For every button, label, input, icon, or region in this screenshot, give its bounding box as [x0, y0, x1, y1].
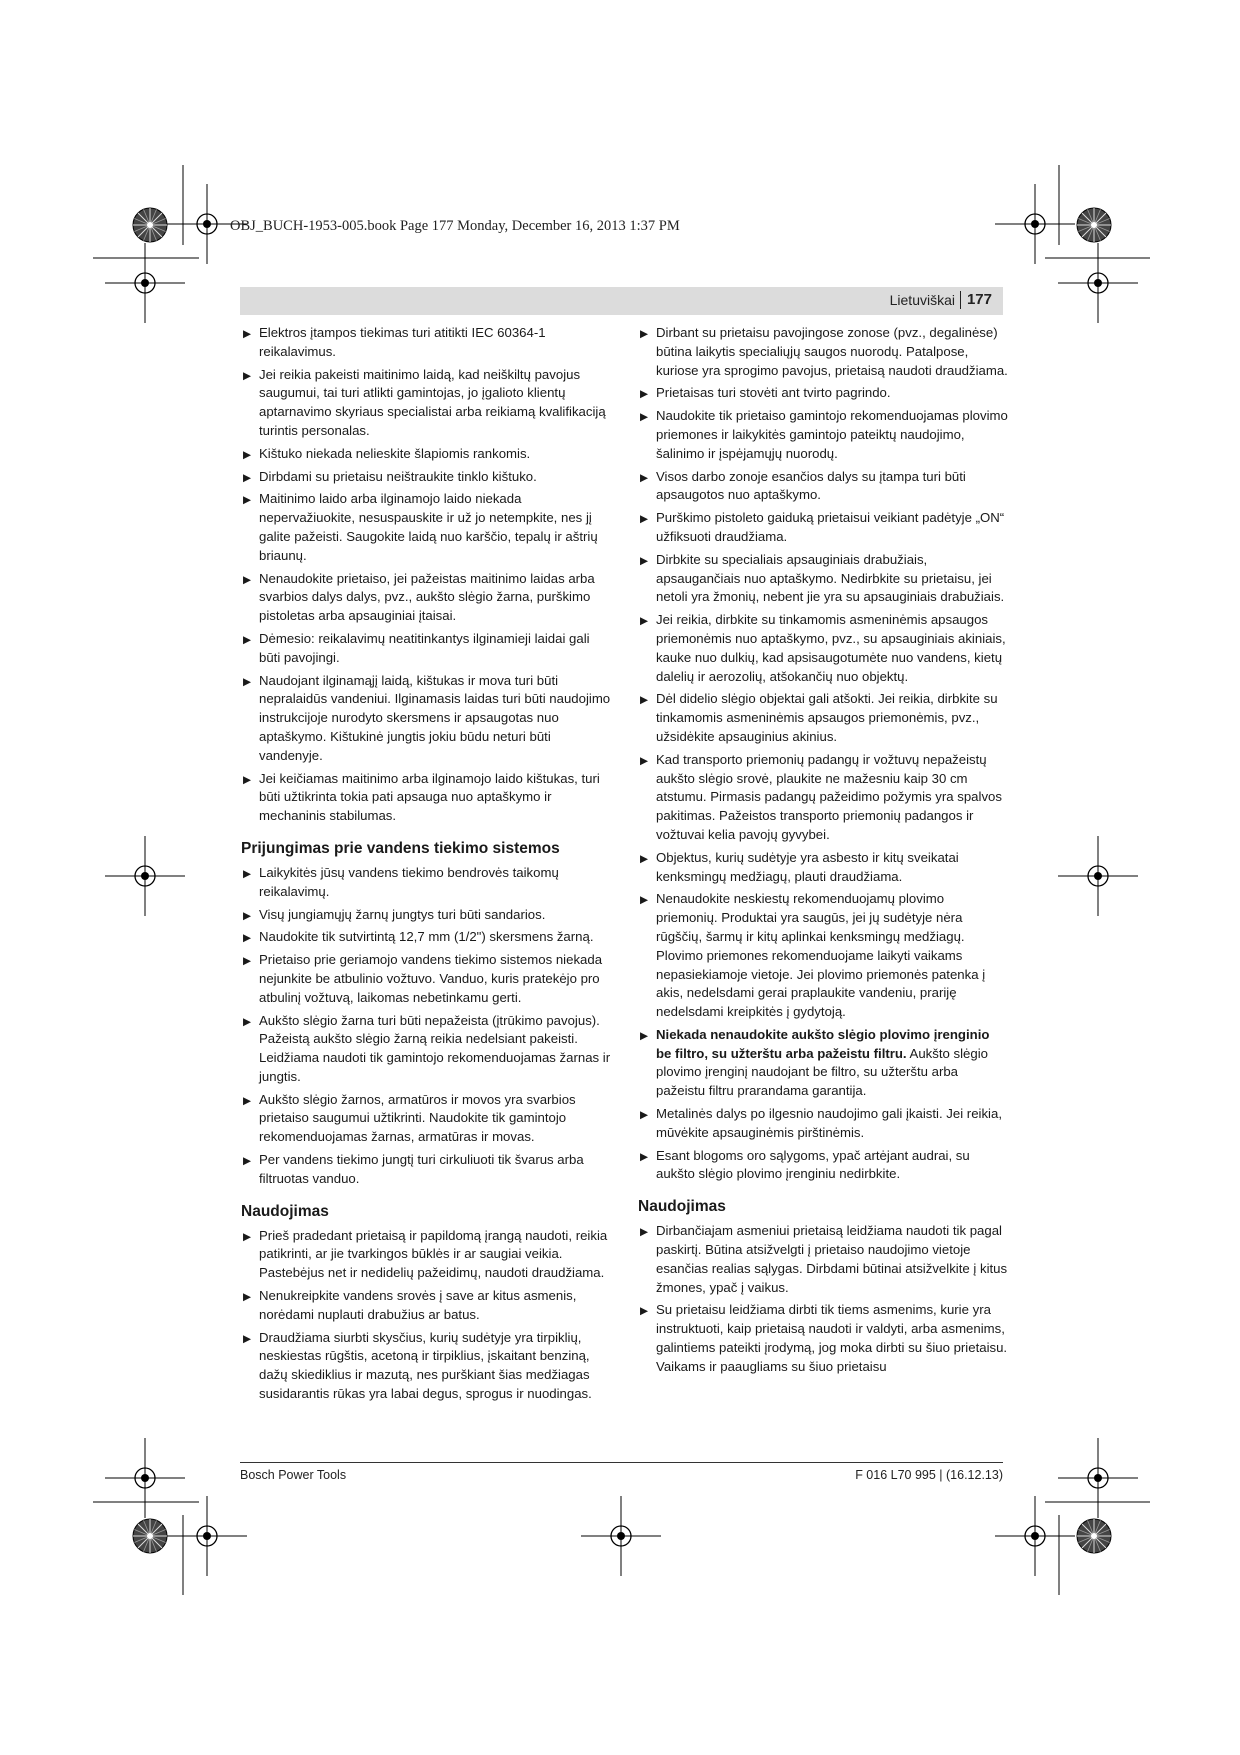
- list-item: ▶ Dirbkite su specialiais apsauginiais drabužiais, apsaugančiais nuo aptaškymo. Nedirbkite su prietaisu, jei netoli yra žmonių, nebent jie yra su apsauginiais drabužiais.: [638, 551, 1008, 607]
- page-header: [240, 287, 1003, 315]
- bullet-list: [638, 324, 1008, 1184]
- list-item: ▶ Dirbančiajam asmeniui prietaisą leidžiama naudoti tik pagal paskirtį. Būtina atsižvelgti į prietaiso naudojimo vietoje esančias realias sąlygas. Dirbdami būtinai atsižvelkite į kitus žmones, ypač į vaikus.: [638, 1222, 1008, 1297]
- list-item: ▶ Naudokite tik prietaiso gamintojo rekomenduojamas plovimo priemones ir laikykitės gamintojo pateiktų naudojimo, šalinimo ir įspėjamųjų nuorodų.: [638, 407, 1008, 463]
- list-item: ▶ Naudojant ilginamąjį laidą, kištukas ir mova turi būti nepralaidūs vandeniui. Ilginamasis laidas turi būti naudojimo instrukcijoje nurodyto skersmens ir apsaugotas nuo aptaškymo. Kištukinė jungtis jokiu būdu neturi būti vandenyje.: [241, 672, 611, 766]
- list-item: ▶ Esant blogoms oro sąlygoms, ypač artėjant audrai, su aukšto slėgio plovimo įrenginiu nedirbkite.: [638, 1147, 1008, 1185]
- list-item: ▶ Laikykitės jūsų vandens tiekimo bendrovės taikomų reikalavimų.: [241, 864, 611, 902]
- list-item-text: Aukšto slėgio plovimo įrenginį naudojant be filtro, su užterštu arba pažeistu filtru prarandama garantija.: [656, 1045, 988, 1099]
- list-item: ▶ Aukšto slėgio žarna turi būti nepažeista (įtrūkimo pavojus). Pažeistą aukšto slėgio žarną reikia nedelsiant pakeisti. Leidžiama naudoti tik gamintojo rekomenduojamas žarnas ir jungtis.: [241, 1012, 611, 1087]
- section-heading: Naudojimas: [638, 1198, 726, 1216]
- list-item: ▶ Dirbant su prietaisu pavojingose zonose (pvz., degalinėse) būtina laikytis specialiųjų saugos nuorodų. Patalpose, kuriose yra sprogimo pavojus, prietaisą naudoti draudžiama.: [638, 324, 1008, 380]
- list-item: ▶ Nenaudokite neskiestų rekomenduojamų plovimo priemonių. Produktai yra saugūs, jei jų sudėtyje nėra rūgščių, šarmų ir kitų aplinkai kenksmingų medžiagų. Plovimo priemones rekomenduojame laikyti vaikams nepasiekiamoje vietoje. Jei plovimo priemonės patenka į akis, nedelsdami gerai praplaukite vandeniu, prariję nedelsdami kreipkitės į gydytoją.: [638, 890, 1008, 1022]
- list-item: ▶ Dirbdami su prietaisu neištraukite tinklo kištuko.: [241, 468, 611, 487]
- list-item: ▶ Naudokite tik sutvirtintą 12,7 mm (1/2") skersmens žarną.: [241, 928, 611, 947]
- list-item: ▶ Nenaudokite prietaiso, jei pažeistas maitinimo laidas arba svarbios dalys dalys, pvz., aukšto slėgio žarna, purškimo pistoletas arba apsauginiai įtaisai.: [241, 570, 611, 626]
- list-item: ▶ Su prietaisu leidžiama dirbti tik tiems asmenims, kurie yra instruktuoti, kaip prietaisą naudoti ir valdyti, arba asmenims, galintiems pateikti įrodymą, jog moka dirbti su šiuo prietaisu. Vaikams ir paaugliams su šiuo prietaisu: [638, 1301, 1008, 1376]
- list-item: ▶ Visų jungiamųjų žarnų jungtys turi būti sandarios.: [241, 906, 611, 925]
- list-item: ▶ Maitinimo laido arba ilginamojo laido niekada nepervažiuokite, nesuspauskite ir už jo netempkite, nes jį galite pažeisti. Saugokite laidą nuo karščio, tepalų ir aštrių briaunų.: [241, 490, 611, 565]
- section-heading: Naudojimas: [241, 1202, 329, 1220]
- list-item: ▶ Jei keičiamas maitinimo arba ilginamojo laido kištukas, turi būti užtikrinta tokia pati apsauga nuo aptaškymo ir mechaninis stabilumas.: [241, 770, 611, 826]
- list-item: ▶ Elektros įtampos tiekimas turi atitikti IEC 60364-1 reikalavimus.: [241, 324, 611, 362]
- list-item: ▶ Metalinės dalys po ilgesnio naudojimo gali įkaisti. Jei reikia, mūvėkite apsauginėmis pirštinėmis.: [638, 1105, 1008, 1143]
- footer-brand: Bosch Power Tools: [240, 1468, 347, 1482]
- bullet-list: [638, 1222, 1008, 1376]
- bullet-list: [241, 864, 611, 1189]
- page-number: 177: [966, 291, 992, 308]
- list-item: ▶ Jei reikia pakeisti maitinimo laidą, kad neiškiltų pavojus saugumui, tai turi atlikti gamintojas, jo įgalioto klientų aptarnavimo skyriaus specialistai arba reikiamą kvalifikaciją turintis personalas.: [241, 366, 611, 441]
- list-item: ▶ Nenukreipkite vandens srovės į save ar kitus asmenis, norėdami nuplauti drabužius ar batus.: [241, 1287, 611, 1325]
- list-item: ▶ Visos darbo zonoje esančios dalys su įtampa turi būti apsaugotos nuo aptaškymo.: [638, 468, 1008, 506]
- list-item: ▶ Draudžiama siurbti skysčius, kurių sudėtyje yra tirpiklių, neskiestas rūgštis, acetoną ir tirpiklius, įskaitant benziną, dažų skiediklius ir mazutą, nes purškiant šias medžiagas susidarantis rūkas yra labai degus, sprogus ir nuodingas.: [241, 1329, 611, 1404]
- list-item: ▶ Prieš pradedant prietaisą ir papildomą įrangą naudoti, reikia patikrinti, ar jie tvarkingos būklės ir ar saugiai veikia. Pastebėjus net ir nedidelių pažeidimų, naudoti draudžiama.: [241, 1227, 611, 1283]
- section-heading: Prijungimas prie vandens tiekimo sistemos: [241, 839, 560, 857]
- list-item: ▶ Objektus, kurių sudėtyje yra asbesto ir kitų sveikatai kenksmingų medžiagų, plauti draudžiama.: [638, 849, 1008, 887]
- list-item: ▶ Purškimo pistoleto gaiduką prietaisui veikiant padėtyje „ON“ užfiksuoti draudžiama.: [638, 509, 1008, 547]
- header-language: Lietuviškai: [889, 292, 955, 308]
- list-item-emphasis: Niekada nenaudokite aukšto slėgio plovimo įrenginio be filtro, su užterštu arba pažeistu filtru.: [656, 1026, 990, 1061]
- list-item: ▶ Aukšto slėgio žarnos, armatūros ir movos yra svarbios prietaiso saugumui užtikrinti. Naudokite tik gamintojo rekomenduojamas žarnas, armatūras ir movas.: [241, 1091, 611, 1147]
- list-item: ▶ Prietaisas turi stovėti ant tvirto pagrindo.: [638, 384, 1008, 403]
- list-item: ▶ Jei reikia, dirbkite su tinkamomis asmeninėmis apsaugos priemonėmis nuo aptaškymo, pvz., su apsauginiais akiniais, kauke nuo dulkių, kad apsisaugotumėte nuo vandens, kietų dalelių ir aerozolių, atšokančių nuo objektų.: [638, 611, 1008, 686]
- bullet-list: [241, 324, 611, 826]
- list-item: ▶ Dėl didelio slėgio objektai gali atšokti. Jei reikia, dirbkite su tinkamomis asmeninėmis apsaugos priemonėmis, pvz., užsidėkite apsauginius akinius.: [638, 690, 1008, 746]
- list-item: [638, 1026, 1008, 1101]
- bullet-list: [241, 1227, 611, 1404]
- list-item: ▶ Prietaiso prie geriamojo vandens tiekimo sistemos niekada nejunkite be atbulinio vožtuvo. Vanduo, kuris pratekėjo pro atbulinį vožtuvą, laikomas nebetinkamu gerti.: [241, 951, 611, 1007]
- header-divider: [960, 291, 961, 309]
- print-slug: OBJ_BUCH-1953-005.book Page 177 Monday, December 16, 2013 1:37 PM: [230, 218, 680, 234]
- left-column: [241, 324, 611, 1408]
- right-column: [638, 324, 1008, 1381]
- list-item: ▶ Kad transporto priemonių padangų ir vožtuvų nepažeistų aukšto slėgio srovė, plaukite ne mažesniu kaip 30 cm atstumu. Pirmasis padangų pažeidimo požymis yra spalvos pakitimas. Pažeistos transporto priemonių padangos ir vožtuvai kelia pavojų gyvybei.: [638, 751, 1008, 845]
- footer-divider: [240, 1462, 1003, 1463]
- footer-doc-number: F 016 L70 995 | (16.12.13): [855, 1468, 1003, 1482]
- list-item: ▶ Kištuko niekada nelieskite šlapiomis rankomis.: [241, 445, 611, 464]
- list-item: ▶ Dėmesio: reikalavimų neatitinkantys ilginamieji laidai gali būti pavojingi.: [241, 630, 611, 668]
- list-item: ▶ Per vandens tiekimo jungtį turi cirkuliuoti tik švarus arba filtruotas vanduo.: [241, 1151, 611, 1189]
